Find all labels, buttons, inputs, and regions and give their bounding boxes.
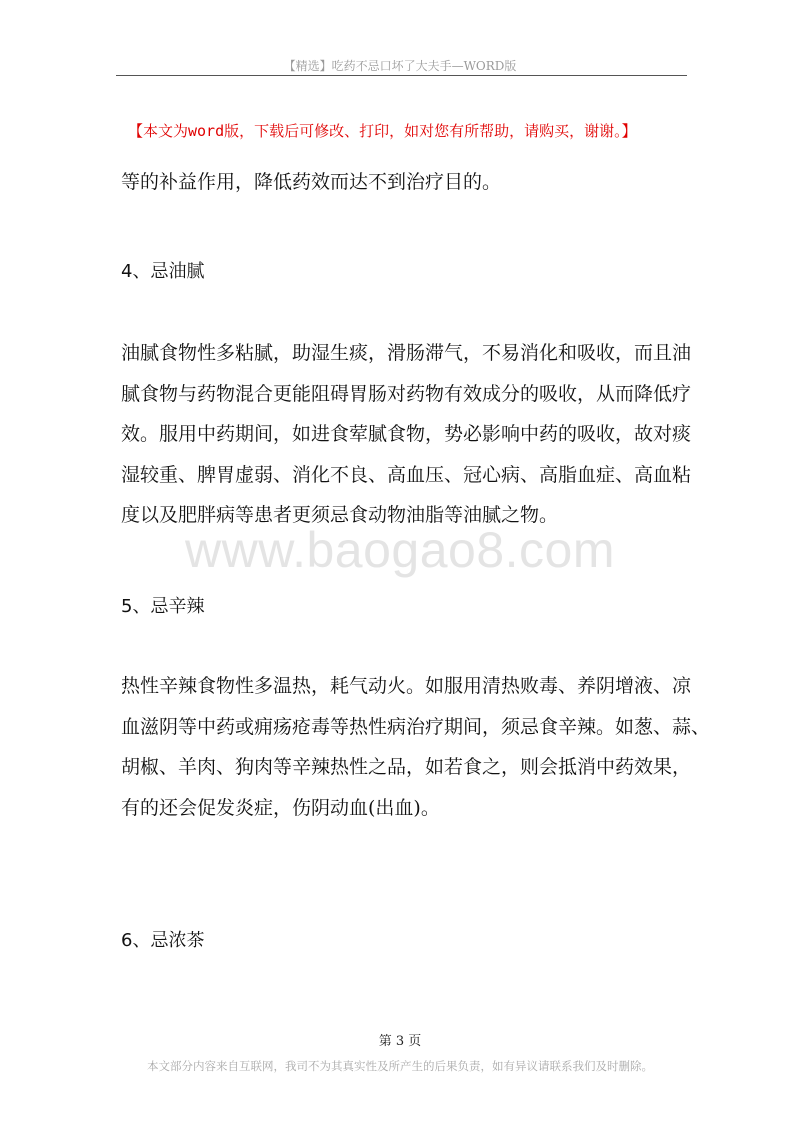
- paragraph-line: 油腻食物性多粘腻，助湿生痰，滑肠滞气，不易消化和吸收，而且油: [121, 342, 692, 364]
- section-heading-4: 4、忌油腻: [121, 261, 205, 282]
- intro-paragraph: [121, 162, 693, 203]
- section-paragraph-4: [121, 333, 693, 536]
- section-heading-6: 6、忌浓茶: [121, 930, 205, 951]
- paragraph-line: 湿较重、脾胃虚弱、消化不良、高血压、冠心病、高脂血症、高血粘: [121, 463, 692, 486]
- header-title: 【精选】吃药不忌口坏了大夫手—WORD版: [283, 59, 517, 73]
- paragraph-line: 热性辛辣食物性多温热，耗气动火。如服用清热败毒、养阴增液、凉: [121, 675, 692, 697]
- paragraph-line: 腻食物与药物混合更能阻碍胃肠对药物有效成分的吸收，从而降低疗: [121, 382, 692, 405]
- page-number: 第 3 页: [378, 1034, 422, 1049]
- paragraph-line: 血滋阴等中药或痈疡疮毒等热性病治疗期间，须忌食辛辣。如葱、蒜、: [121, 715, 711, 738]
- footer-disclaimer: 本文部分内容来自互联网，我司不为其真实性及所产生的后果负责，如有异议请联系我们及时删除。: [147, 1059, 653, 1073]
- section-paragraph-5: [121, 666, 711, 828]
- watermark: www.baogao8.com: [185, 522, 615, 578]
- paragraph-line: 度以及肥胖病等患者更须忌食动物油脂等油腻之物。: [121, 504, 559, 526]
- paragraph-line: 有的还会促发炎症，伤阴动血(出血)。: [121, 796, 440, 819]
- paragraph-line: 胡椒、羊肉、狗肉等辛辣热性之品，如若食之，则会抵消中药效果，: [121, 756, 692, 778]
- paragraph-line: 等的补益作用，降低药效而达不到治疗目的。: [121, 171, 502, 193]
- paragraph-line: 效。服用中药期间，如进食荤腻食物，势必影响中药的吸收，故对痰: [121, 423, 692, 445]
- section-heading-5: 5、忌辛辣: [121, 596, 205, 617]
- header-divider: [116, 75, 687, 76]
- purchase-notice: 【本文为word版，下载后可修改、打印，如对您有所帮助，请购买，谢谢。】: [128, 122, 637, 140]
